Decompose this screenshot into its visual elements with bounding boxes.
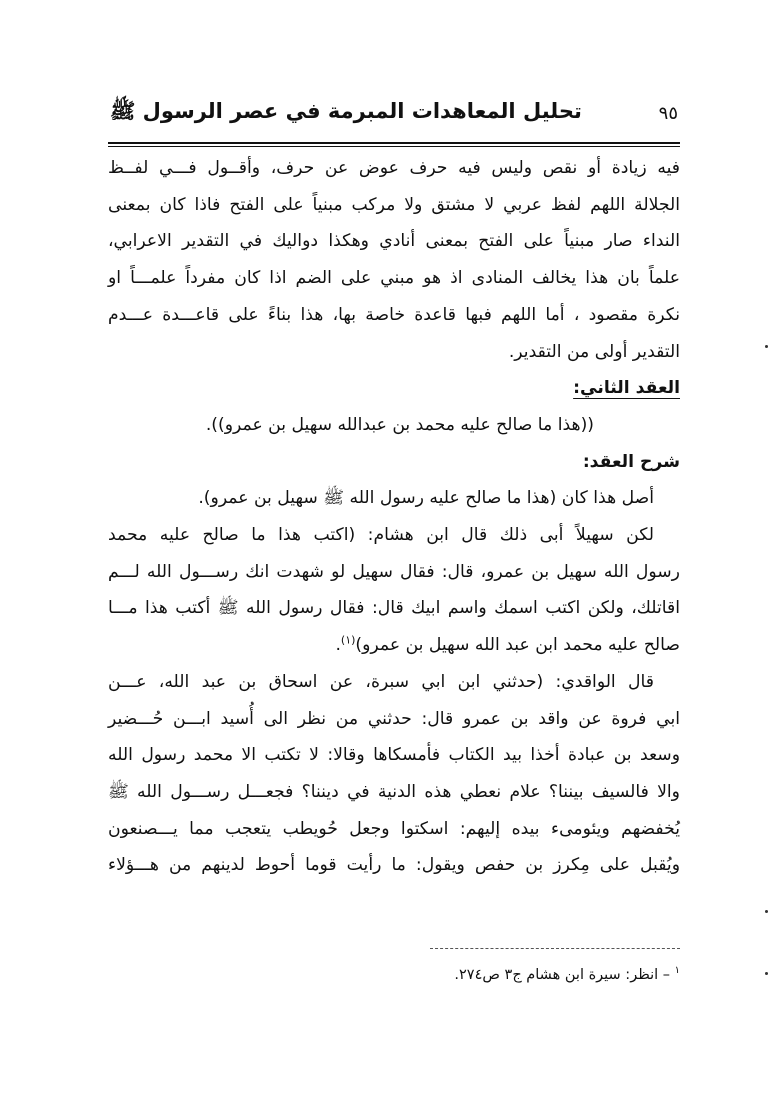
body-line-3: النداء صار مبنياً على الفتح بمعنى أنادي وهكذا دواليك في التقدير الاعرابي، bbox=[108, 231, 680, 252]
waqidi-line-3: وسعد بن عبادة أخذا بيد الكتاب فأمسكاها وقالا: لا تكتب الا محمد رسول الله bbox=[108, 745, 680, 766]
explanation-line-3: رسول الله سهيل بن عمرو، قال: فقال سهيل لو شهدت انك رســـول الله لـــم bbox=[108, 561, 680, 582]
body-line-2: الجلالة اللهم لفظ عربي لا مشتق ولا مركب مبنياً على الفتح فاذا كان بمعنى bbox=[108, 194, 680, 215]
section-heading-second-contract: العقد الثاني: bbox=[573, 378, 680, 399]
body-line-5: نكرة مقصود ، أما اللهم فبها قاعدة خاصة بها، هذا بناءً على قاعـــدة عـــدم bbox=[108, 304, 680, 325]
body-line-1: فيه زيادة أو نقص وليس فيه حرف عوض عن حرف، وأقــول فـــي لفــظ bbox=[108, 158, 680, 178]
body-text bbox=[108, 150, 680, 884]
page-number: ٩٥ bbox=[658, 102, 678, 124]
body-line-4: علماً بان هذا يخالف المنادى اذ هو مبني على الضم اذا كان مفرداً علمـــاً او bbox=[108, 268, 680, 289]
contract-text: ((هذا ما صالح عليه محمد بن عبدالله سهيل بن عمرو)). bbox=[205, 414, 594, 435]
explanation-line-1: أصل هذا كان (هذا ما صالح عليه رسول الله ﷺ سهيل بن عمرو). bbox=[198, 488, 654, 509]
explanation-line-4: اقاتلك، ولكن اكتب اسمك واسم ابيك قال: فقال رسول الله ﷺ أكتب هذا مـــا bbox=[108, 598, 680, 619]
explanation-line-5: صالح عليه محمد ابن عبد الله سهيل بن عمرو)$^{(١)}$. bbox=[335, 633, 680, 656]
waqidi-line-2: ابي فروة عن واقد بن عمرو قال: حدثني من نظر الى أُسيد ابـــن حُـــضير bbox=[108, 708, 680, 729]
running-title: تحليل المعاهدات المبرمة في عصر الرسول ﷺ bbox=[110, 98, 582, 123]
margin-mark bbox=[765, 972, 768, 975]
margin-mark bbox=[765, 910, 768, 913]
waqidi-line-1: قال الواقدي: (حدثني ابن ابي سبرة، عن اسحاق بن عبد الله، عـــن bbox=[108, 671, 654, 692]
section-heading-explanation: شرح العقد: bbox=[582, 451, 680, 472]
page-header bbox=[110, 96, 678, 130]
waqidi-line-4: والا فالسيف بيننا؟ علام نعطي هذه الدنية في ديننا؟ فجعـــل رســـول الله ﷺ bbox=[108, 781, 680, 802]
footnote bbox=[300, 958, 680, 988]
explanation-line-2: لكن سهيلاً أبى ذلك قال ابن هشام: (اكتب هذا ما صالح عليه محمد bbox=[108, 525, 654, 546]
footnote-separator bbox=[430, 948, 680, 949]
footnote-reference: (١) bbox=[340, 633, 356, 647]
waqidi-line-6: ويُقبل على مِكرز بن حفص ويقول: ما رأيت قوما أحوط لدينهم من هـــؤلاء bbox=[108, 855, 680, 876]
body-line-6: التقدير أولى من التقدير. bbox=[508, 341, 680, 362]
footnote-mark: ١ bbox=[674, 965, 680, 976]
margin-mark bbox=[765, 345, 768, 348]
header-rule bbox=[108, 142, 680, 147]
waqidi-line-5: يُخفضهم ويئومىء بيده إليهم: اسكتوا وجعل حُويطب يتعجب مما يـــصنعون bbox=[108, 818, 680, 839]
footnote-text: – انظر: سيرة ابن هشام ج٣ ص٢٧٤. bbox=[454, 966, 671, 983]
